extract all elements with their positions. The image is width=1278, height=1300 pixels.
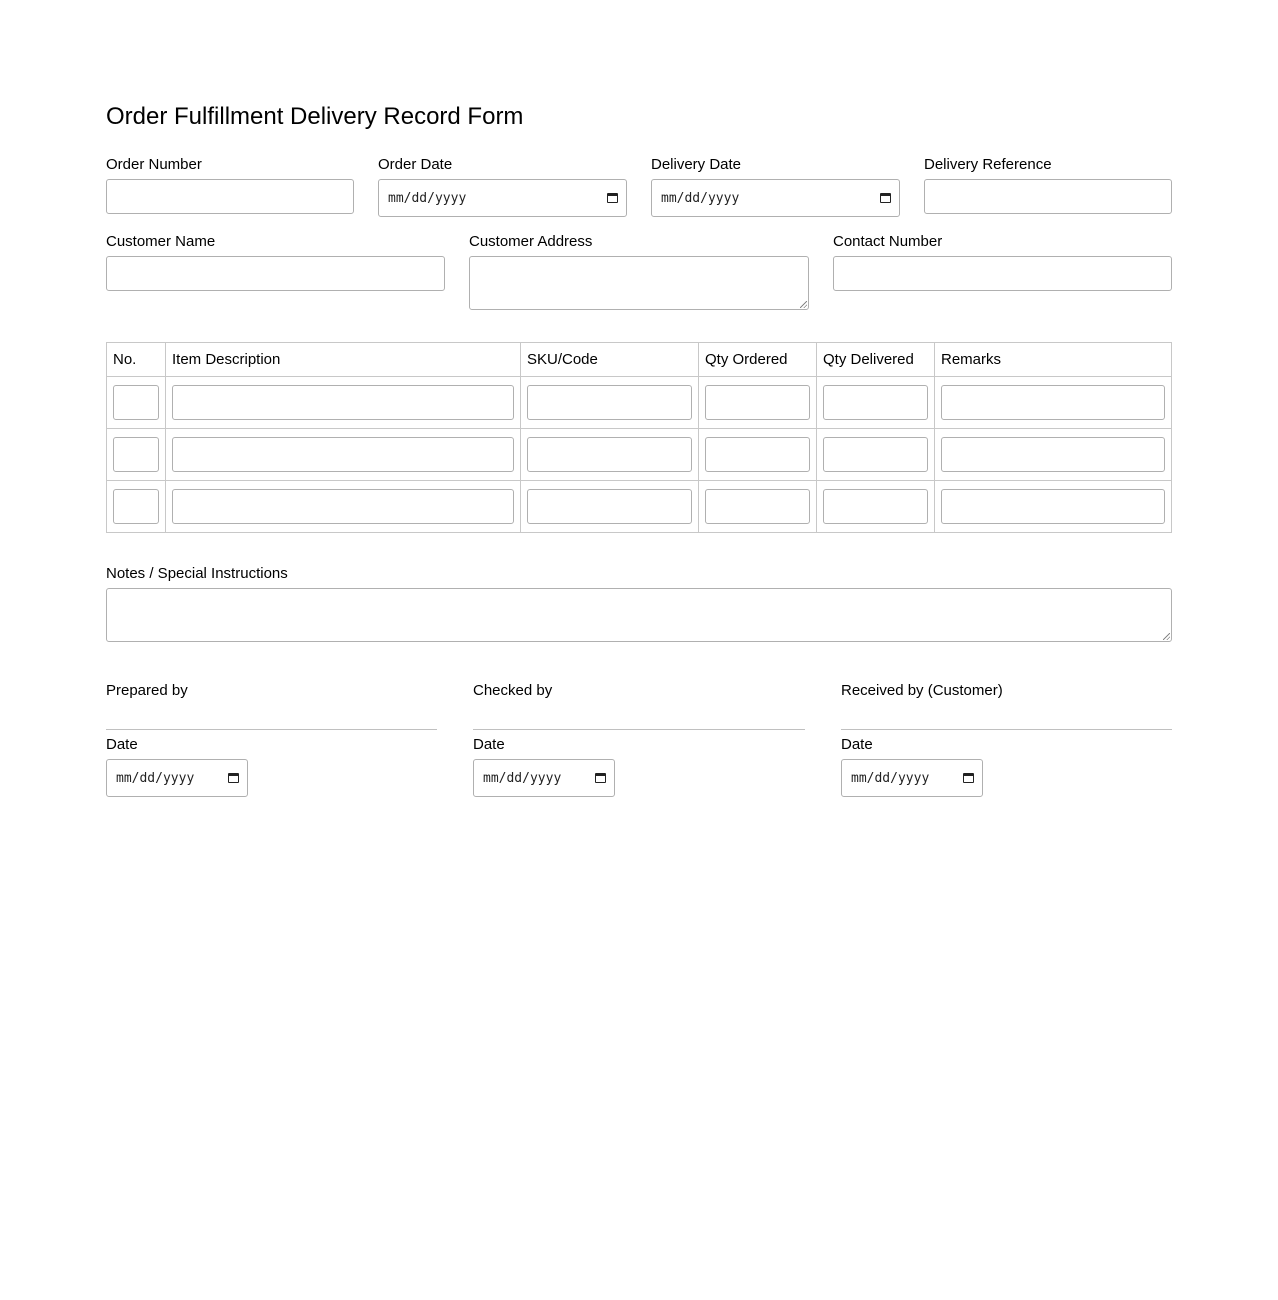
order-date-label: Order Date xyxy=(378,156,453,173)
table-row xyxy=(107,429,1172,481)
delivery-reference-input[interactable] xyxy=(924,179,1172,214)
calendar-icon[interactable] xyxy=(607,193,618,203)
no-input[interactable] xyxy=(113,385,159,420)
qty-delivered-input[interactable] xyxy=(823,385,928,420)
col-header-remarks: Remarks xyxy=(935,343,1172,377)
remarks-input[interactable] xyxy=(941,489,1165,524)
received-date-label: Date xyxy=(841,736,873,753)
prepared-date-input[interactable] xyxy=(106,759,248,797)
col-header-item-description: Item Description xyxy=(166,343,521,377)
sku-input[interactable] xyxy=(527,385,692,420)
table-row xyxy=(107,481,1172,533)
delivery-date-label: Delivery Date xyxy=(651,156,742,173)
order-number-input[interactable] xyxy=(106,179,354,214)
calendar-icon[interactable] xyxy=(595,773,606,783)
item-description-input[interactable] xyxy=(172,489,514,524)
prepared-by-signature-line[interactable] xyxy=(106,729,437,730)
order-date-input[interactable] xyxy=(378,179,627,217)
contact-number-input[interactable] xyxy=(833,256,1172,291)
qty-delivered-input[interactable] xyxy=(823,437,928,472)
notes-textarea[interactable] xyxy=(106,588,1172,642)
calendar-icon[interactable] xyxy=(228,773,239,783)
sku-input[interactable] xyxy=(527,489,692,524)
received-by-label: Received by (Customer) xyxy=(841,682,1003,699)
prepared-by-label: Prepared by xyxy=(106,682,188,699)
qty-ordered-input[interactable] xyxy=(705,385,810,420)
delivery-date-placeholder: mm/dd/yyyy xyxy=(661,190,740,206)
col-header-qty-delivered: Qty Delivered xyxy=(817,343,935,377)
received-date-input[interactable] xyxy=(841,759,983,797)
items-table xyxy=(106,342,1172,533)
no-input[interactable] xyxy=(113,437,159,472)
checked-date-placeholder: mm/dd/yyyy xyxy=(483,770,562,786)
order-date-placeholder: mm/dd/yyyy xyxy=(388,190,467,206)
col-header-no: No. xyxy=(107,343,166,377)
customer-name-label: Customer Name xyxy=(106,233,216,250)
item-description-input[interactable] xyxy=(172,437,514,472)
customer-address-textarea[interactable] xyxy=(469,256,809,310)
qty-ordered-input[interactable] xyxy=(705,489,810,524)
table-row xyxy=(107,377,1172,429)
item-description-input[interactable] xyxy=(172,385,514,420)
delivery-date-input[interactable] xyxy=(651,179,900,217)
order-number-label: Order Number xyxy=(106,156,202,173)
page-title: Order Fulfillment Delivery Record Form xyxy=(106,103,524,130)
qty-ordered-input[interactable] xyxy=(705,437,810,472)
checked-by-signature-line[interactable] xyxy=(473,729,805,730)
notes-label: Notes / Special Instructions xyxy=(106,565,288,582)
prepared-date-placeholder: mm/dd/yyyy xyxy=(116,770,195,786)
remarks-input[interactable] xyxy=(941,385,1165,420)
remarks-input[interactable] xyxy=(941,437,1165,472)
calendar-icon[interactable] xyxy=(963,773,974,783)
received-by-signature-line[interactable] xyxy=(841,729,1172,730)
contact-number-label: Contact Number xyxy=(833,233,943,250)
checked-date-input[interactable] xyxy=(473,759,615,797)
no-input[interactable] xyxy=(113,489,159,524)
col-header-sku: SKU/Code xyxy=(521,343,699,377)
col-header-qty-ordered: Qty Ordered xyxy=(699,343,817,377)
checked-by-label: Checked by xyxy=(473,682,553,699)
received-date-placeholder: mm/dd/yyyy xyxy=(851,770,930,786)
customer-address-label: Customer Address xyxy=(469,233,593,250)
delivery-reference-label: Delivery Reference xyxy=(924,156,1052,173)
calendar-icon[interactable] xyxy=(880,193,891,203)
customer-name-input[interactable] xyxy=(106,256,445,291)
prepared-date-label: Date xyxy=(106,736,138,753)
sku-input[interactable] xyxy=(527,437,692,472)
table-header-row xyxy=(107,343,1172,377)
qty-delivered-input[interactable] xyxy=(823,489,928,524)
checked-date-label: Date xyxy=(473,736,505,753)
